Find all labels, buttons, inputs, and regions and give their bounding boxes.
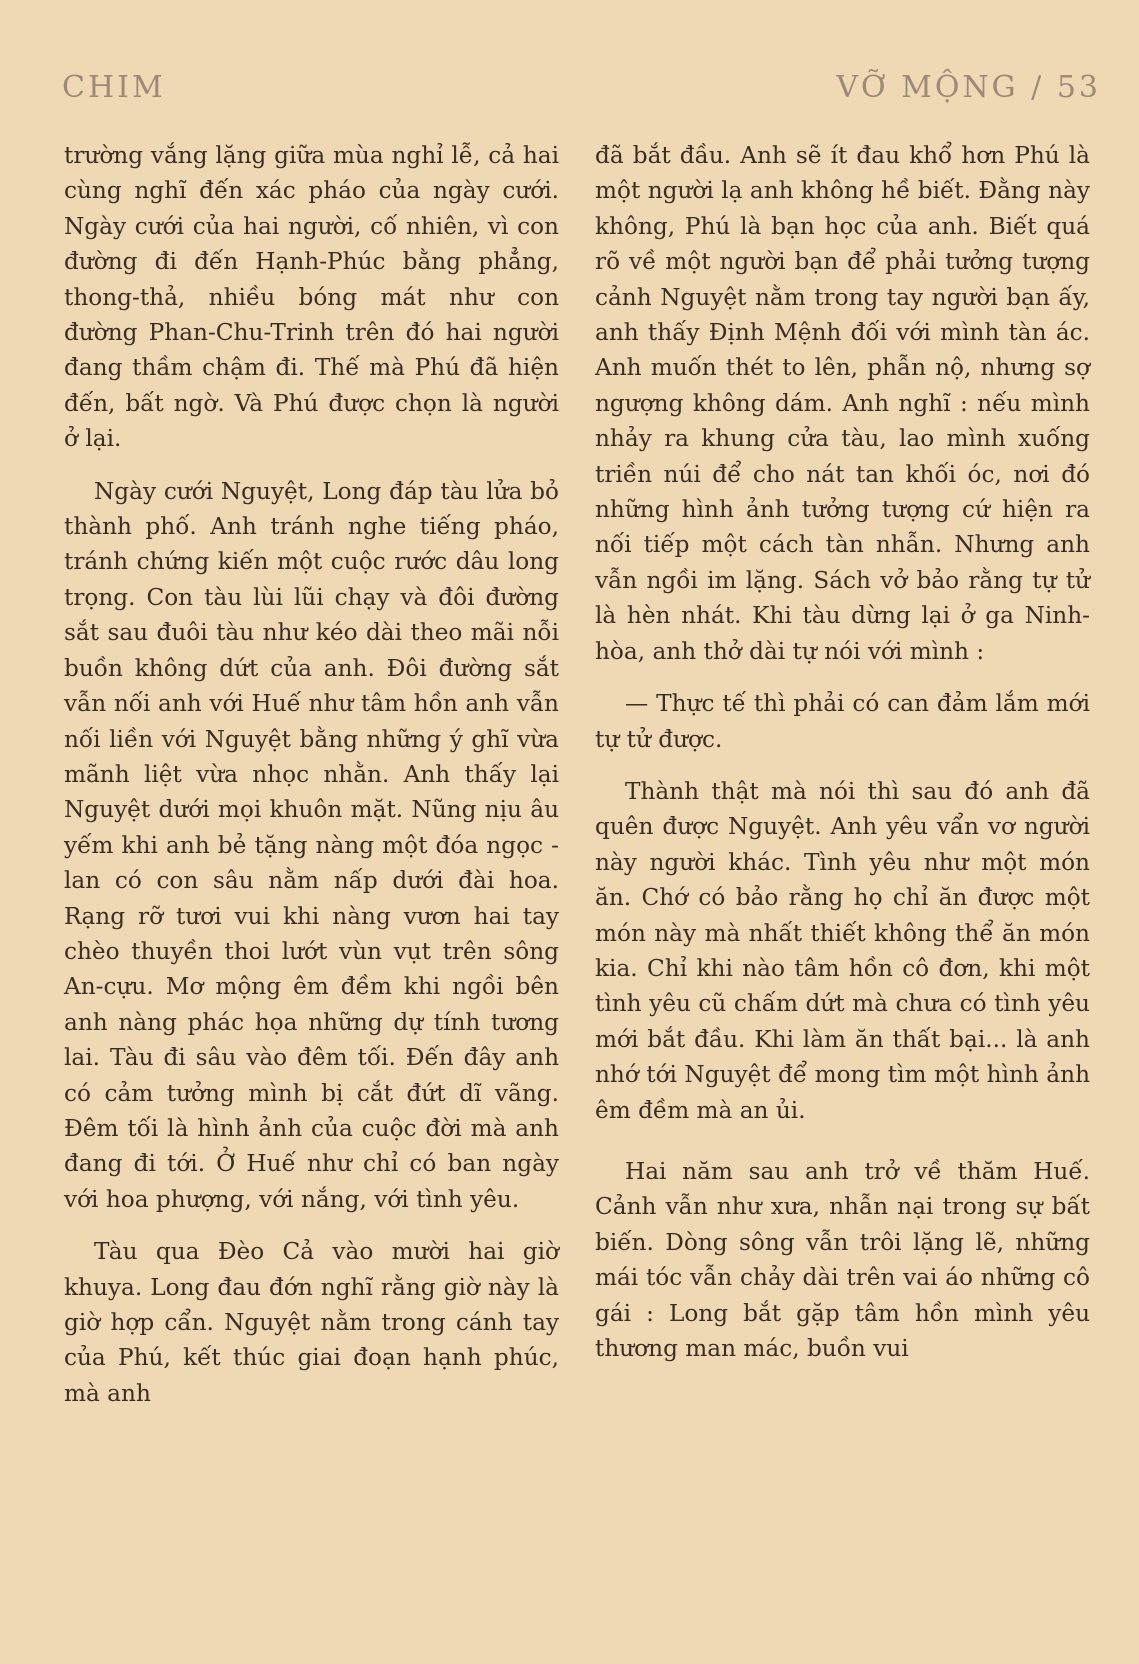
paragraph: đã bắt đầu. Anh sẽ ít đau khổ hơn Phú là một người lạ anh không hề biết. Đằng này không, Phú là bạn học của anh. Biết quá rõ về một người bạn để phải tưởng tượng cảnh Nguyệt nằm trong tay người bạn ấy, anh thấy Định Mệnh đối với mình tàn ác. Anh muốn thét to lên, phẫn nộ, nhưng sợ ngượng không dám. Anh nghĩ : nếu mình nhảy ra khung cửa tàu, lao mình xuống triền núi để cho nát tan khối óc, nơi đó những hình ảnh tưởng tượng cứ hiện ra nối tiếp một cách tàn nhẫn. Nhưng anh vẫn ngồi im lặng. Sách vở bảo rằng tự tử là hèn nhát. Khi tàu dừng lại ở ga Ninh-hòa, anh thở dài tự nói với mình : xyxy=(595,142,1090,665)
paragraph: — Thực tế thì phải có can đảm lắm mới tự tử được. xyxy=(595,690,1090,753)
right-column xyxy=(595,138,1090,1383)
left-column xyxy=(64,138,559,1428)
paragraph: Hai năm sau anh trở về thăm Huế. Cảnh vẫn như xưa, nhẫn nại trong sự bất biến. Dòng sông vẫn trôi lặng lẽ, những mái tóc vẫn chảy dài trên vai áo những cô gái : Long bắt gặp tâm hồn mình yêu thương man mác, buồn vui xyxy=(595,1157,1090,1362)
header-right-page-number: VỠ MỘNG / 53 xyxy=(836,70,1101,105)
page-header xyxy=(62,70,1101,110)
paragraph: Ngày cưới Nguyệt, Long đáp tàu lửa bỏ thành phố. Anh tránh nghe tiếng pháo, tránh chứng kiến một cuộc rước dâu long trọng. Con tàu lùi lũi chạy và đôi đường sắt sau đuôi tàu như kéo dài theo mãi nỗi buồn không dứt của anh. Đôi đường sắt vẫn nối anh với Huế như tâm hồn anh vẫn nối liền với Nguyệt bằng những ý ghĩ vừa mãnh liệt vừa nhọc nhằn. Anh thấy lại Nguyệt dưới mọi khuôn mặt. Nũng nịu âu yếm khi anh bẻ tặng nàng một đóa ngọc - lan có con sâu nằm nấp dưới đài hoa. Rạng rỡ tươi vui khi nàng vươn hai tay chèo thuyền thoi lướt vùn vụt trên sông An-cựu. Mơ mộng êm đềm khi ngồi bên anh nàng phác họa những dự tính tương lai. Tàu đi sâu vào đêm tối. Đến đây anh có cảm tưởng mình bị cắt đứt dĩ vãng. Đêm tối là hình ảnh của cuộc đời mà anh đang đi tới. Ở Huế như chỉ có ban ngày với hoa phượng, với nắng, với tình yêu. xyxy=(64,477,559,1213)
header-left: CHIM xyxy=(62,70,166,105)
paragraph: trường vắng lặng giữa mùa nghỉ lễ, cả hai cùng nghĩ đến xác pháo của ngày cưới. Ngày cưới của hai người, cố nhiên, vì con đường đi đến Hạnh-Phúc bằng phẳng, thong-thả, nhiều bóng mát như con đường Phan-Chu-Trinh trên đó hai người đang thầm chậm đi. Thế mà Phú đã hiện đến, bất ngờ. Và Phú được chọn là người ở lại. xyxy=(64,142,559,453)
paragraph: Tàu qua Đèo Cả vào mười hai giờ khuya. Long đau đớn nghĩ rằng giờ này là giờ hợp cẩn. Nguyệt nằm trong cánh tay của Phú, kết thúc giai đoạn hạnh phúc, mà anh xyxy=(64,1238,559,1407)
paragraph: Thành thật mà nói thì sau đó anh đã quên được Nguyệt. Anh yêu vẩn vơ người này người khác. Tình yêu như một món ăn. Chớ có bảo rằng họ chỉ ăn được một món này mà nhất thiết không thể ăn món kia. Chỉ khi nào tâm hồn cô đơn, khi một tình yêu cũ chấm dứt mà chưa có tình yêu mới bắt đầu. Khi làm ăn thất bại... là anh nhớ tới Nguyệt để mong tìm một hình ảnh êm đềm mà an ủi. xyxy=(595,777,1090,1124)
